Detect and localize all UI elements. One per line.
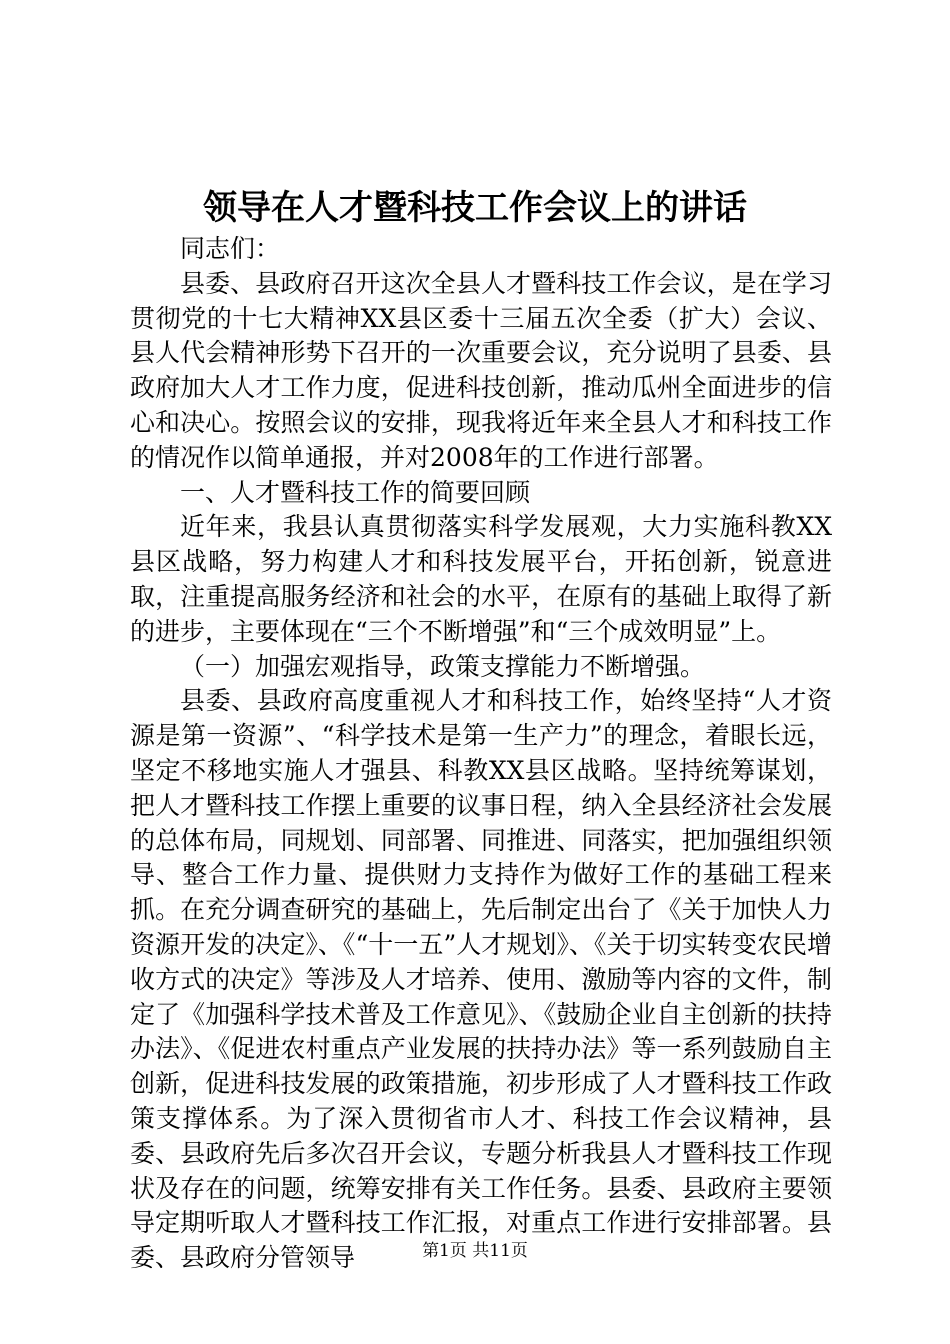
document-title: 领导在人才暨科技工作会议上的讲话 bbox=[203, 188, 747, 228]
paragraph: 县委、县政府召开这次全县人才暨科技工作会议，是在学习贯彻党的十七大精神XX县区委十三届五次全委（扩大）会议、县人代会精神形势下召开的一次重要会议，充分说明了县委、县政府加大人才工作力度，促进科技创新，推动瓜州全面进步的信心和决心。按照会议的安排，现我将近年来全县人才和科技工作的情况作以简单通报，并对2008年的工作进行部署。 bbox=[130, 268, 832, 472]
salutation: 同志们： bbox=[180, 234, 281, 263]
paragraph: 近年来，我县认真贯彻落实科学发展观，大力实施科教XX县区战略，努力构建人才和科技发展平台，开拓创新，锐意进取，注重提高服务经济和社会的水平，在原有的基础上取得了新的进步，主要体现在“三个不断增强”和“三个成效明显”上。 bbox=[130, 512, 832, 646]
section-heading: 一、人才暨科技工作的简要回顾 bbox=[180, 477, 531, 507]
document-body bbox=[130, 232, 832, 1276]
paragraph: 县委、县政府高度重视人才和科技工作，始终坚持“人才资源是第一资源”、“科学技术是第一生产力”的理念，着眼长远，坚定不移地实施人才强县、科教XX县区战略。坚持统筹谋划，把人才暨科技工作摆上重要的议事日程，纳入全县经济社会发展的总体布局，同规划、同部署、同推进、同落实，把加强组织领导、整合工作力量、提供财力支持作为做好工作的基础工程来抓。在充分调查研究的基础上，先后制定出台了《关于加快人力资源开发的决定》、《“十一五”人才规划》、《关于切实转变农民增收方式的决定》等涉及人才培养、使用、激励等内容的文件，制定了《加强科学技术普及工作意见》、《鼓励企业自主创新的扶持办法》、《促进农村重点产业发展的扶持办法》等一系列鼓励自主创新，促进科技发展的政策措施，初步形成了人才暨科技工作政策支撑体系。为了深入贯彻省市人才、科技工作会议精神，县委、县政府先后多次召开会议，专题分析我县人才暨科技工作现状及存在的问题，统筹安排有关工作任务。县委、县政府主要领导定期听取人才暨科技工作汇报，对重点工作进行安排部署。县委、县政府分管领导 bbox=[130, 686, 832, 1273]
subsection-heading: （一）加强宏观指导，政策支撑能力不断增强。 bbox=[180, 651, 706, 681]
page-footer: 第1页 共11页 bbox=[422, 1241, 528, 1261]
